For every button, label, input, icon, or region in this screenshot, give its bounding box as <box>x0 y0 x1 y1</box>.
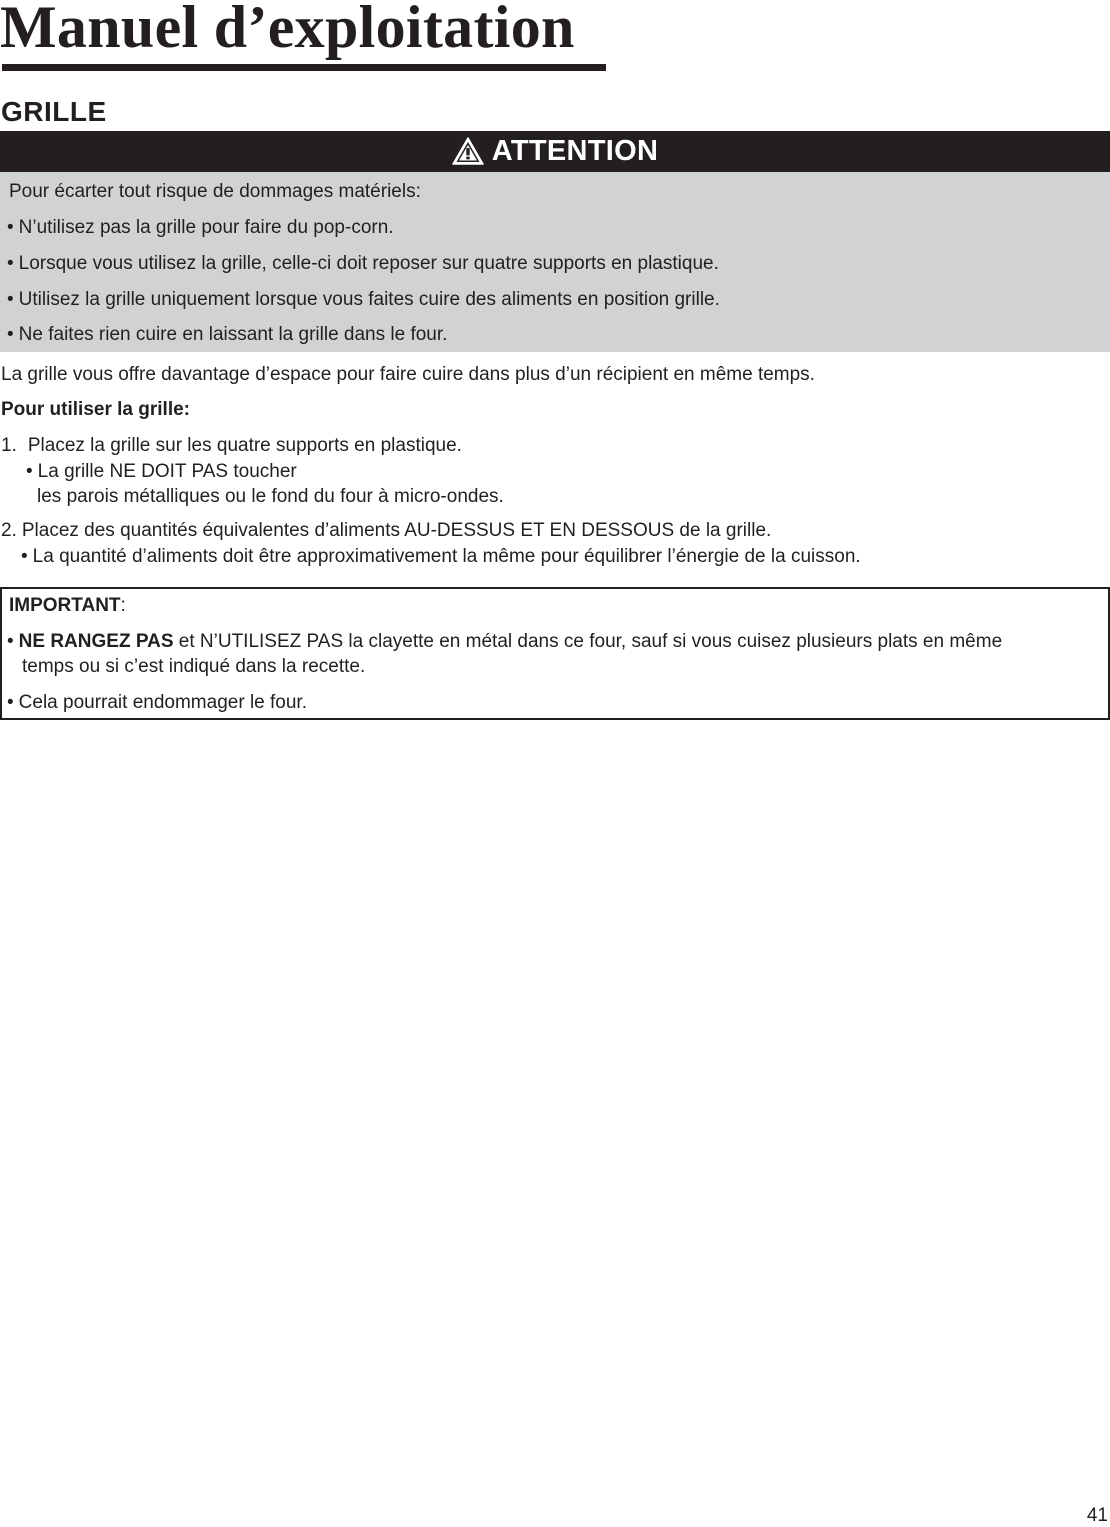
document-title: Manuel d’exploitation <box>0 0 575 60</box>
step-2 <box>1 520 771 542</box>
bullet-marker: • <box>7 324 14 345</box>
usage-heading: Pour utiliser la grille: <box>1 399 190 420</box>
section-heading: GRILLE <box>1 96 107 127</box>
attention-intro: Pour écarter tout risque de dommages matériels: <box>9 181 421 202</box>
bullet-marker: • <box>7 692 14 713</box>
bullet-marker: • <box>7 253 14 274</box>
attention-header-bar <box>0 131 1110 172</box>
attention-list-item: • Lorsque vous utilisez la grille, celle-ci doit reposer sur quatre supports en plastique. <box>7 253 719 274</box>
bullet-marker: • <box>7 631 14 652</box>
important-label-line: IMPORTANT: <box>9 595 126 616</box>
important-item-1: • NE RANGEZ PAS et N’UTILISEZ PAS la clayette en métal dans ce four, sauf si vous cuisez plusieurs plats en même <box>7 631 1003 652</box>
bullet-marker: • <box>7 289 14 310</box>
attention-list-item: • N’utilisez pas la grille pour faire du pop-corn. <box>7 217 394 238</box>
bullet-marker: • <box>7 217 14 238</box>
important-item-2: • Cela pourrait endommager le four. <box>7 692 307 713</box>
step-number: 2. <box>1 520 17 541</box>
attention-list-item: • Utilisez la grille uniquement lorsque vous faites cuire des aliments en position grille. <box>7 289 720 310</box>
step-text: Placez la grille sur les quatre supports en plastique. <box>27 435 462 456</box>
important-label: IMPORTANT <box>9 595 121 616</box>
step-text: Placez des quantités équivalentes d’aliments AU-DESSUS ET EN DESSOUS de la grille. <box>21 520 772 541</box>
step-number: 1. <box>1 435 17 456</box>
page-number: 41 <box>1086 1505 1108 1526</box>
warning-triangle-icon <box>452 137 484 165</box>
title-underline-rule <box>2 64 606 71</box>
attention-list-item: • Ne faites rien cuire en laissant la grille dans le four. <box>7 324 448 345</box>
step-1-note-continued: les parois métalliques ou le fond du four à micro-ondes. <box>37 486 504 507</box>
body-intro-paragraph: La grille vous offre davantage d’espace pour faire cuire dans plus d’un récipient en même temps. <box>1 364 815 385</box>
attention-label: ATTENTION <box>491 135 659 167</box>
bullet-marker: • <box>26 461 33 482</box>
important-item-1-continued: temps ou si c’est indiqué dans la recette. <box>22 656 366 677</box>
step-1 <box>1 435 462 457</box>
important-notice-box <box>0 587 1110 720</box>
step-2-note: • La quantité d’aliments doit être approximativement la même pour équilibrer l’énergie de la cuisson. <box>21 546 861 567</box>
step-1-note: • La grille NE DOIT PAS toucher <box>26 461 297 482</box>
bullet-marker: • <box>21 546 28 567</box>
attention-warning-box <box>0 131 1110 352</box>
